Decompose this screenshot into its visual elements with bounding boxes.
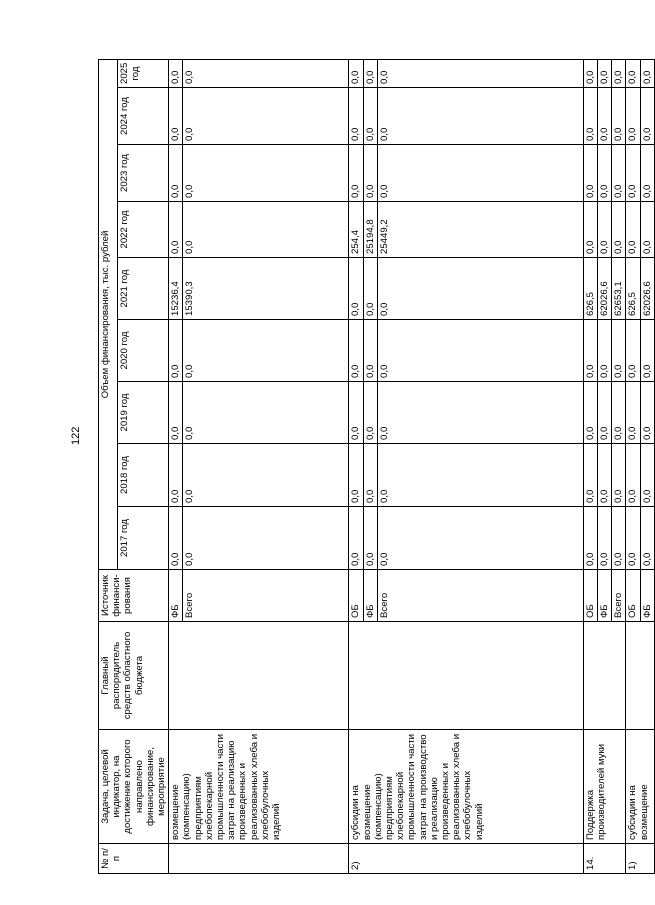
value-cell: 0,0 bbox=[377, 382, 583, 444]
value-cell: 0,0 bbox=[640, 202, 654, 258]
header-task: Задача, целевой индикатор, на достижение которого направлено финансирование, мероприятие bbox=[99, 730, 169, 844]
task-cell: возмещение (компенсацию) предприятиям хлебопекарной промышленности части затрат на реализацию произведенных и реализованных хлеба и хлебобулочных изделий bbox=[169, 730, 349, 844]
value-cell: 0,0 bbox=[626, 60, 640, 88]
value-cell: 0,0 bbox=[583, 60, 597, 88]
source-cell: ФБ bbox=[598, 570, 612, 622]
value-cell: 0,0 bbox=[363, 145, 377, 202]
header-year: 2020 год bbox=[118, 320, 169, 382]
source-cell: Всего bbox=[183, 570, 349, 622]
value-cell: 0,0 bbox=[183, 382, 349, 444]
value-cell: 0,0 bbox=[598, 202, 612, 258]
value-cell: 0,0 bbox=[598, 382, 612, 444]
value-cell: 0,0 bbox=[626, 507, 640, 570]
value-cell: 62026,6 bbox=[640, 258, 654, 320]
financing-table bbox=[98, 59, 655, 874]
header-source: Источник финанси-рования bbox=[99, 570, 169, 622]
value-cell: 0,0 bbox=[169, 145, 183, 202]
value-cell: 0,0 bbox=[583, 382, 597, 444]
table-body bbox=[169, 60, 655, 874]
value-cell: 0,0 bbox=[349, 507, 363, 570]
header-year: 2023 год bbox=[118, 145, 169, 202]
value-cell: 0,0 bbox=[169, 507, 183, 570]
value-cell: 0,0 bbox=[583, 88, 597, 145]
value-cell: 0,0 bbox=[626, 88, 640, 145]
source-cell: ОБ bbox=[349, 570, 363, 622]
value-cell: 0,0 bbox=[612, 507, 626, 570]
value-cell: 0,0 bbox=[363, 507, 377, 570]
value-cell: 0,0 bbox=[169, 88, 183, 145]
value-cell: 25194,8 bbox=[363, 202, 377, 258]
value-cell: 0,0 bbox=[363, 60, 377, 88]
header-year: 2018 год bbox=[118, 444, 169, 507]
value-cell: 0,0 bbox=[363, 444, 377, 507]
value-cell: 0,0 bbox=[363, 258, 377, 320]
header-year: 2017 год bbox=[118, 507, 169, 570]
value-cell: 0,0 bbox=[377, 320, 583, 382]
value-cell: 0,0 bbox=[377, 258, 583, 320]
rotated-page bbox=[98, 60, 653, 874]
header-year: 2021 год bbox=[118, 258, 169, 320]
value-cell: 0,0 bbox=[612, 444, 626, 507]
value-cell: 0,0 bbox=[363, 320, 377, 382]
value-cell: 0,0 bbox=[349, 320, 363, 382]
source-cell: Всего bbox=[612, 570, 626, 622]
value-cell: 62653,1 bbox=[612, 258, 626, 320]
admin-cell bbox=[626, 622, 654, 730]
value-cell: 0,0 bbox=[583, 145, 597, 202]
task-cell: субсидии на возмещение (компенсацию) предприятиям хлебопекарной промышленности части затрат на производство и реализацию произведенных и реализованных хлеба и хлебобулочных изделий bbox=[349, 730, 583, 844]
value-cell: 0,0 bbox=[598, 145, 612, 202]
table-row bbox=[349, 60, 363, 874]
value-cell: 0,0 bbox=[626, 202, 640, 258]
value-cell: 0,0 bbox=[640, 320, 654, 382]
value-cell: 0,0 bbox=[640, 507, 654, 570]
header-year: 2022 год bbox=[118, 202, 169, 258]
value-cell: 0,0 bbox=[612, 88, 626, 145]
table-row bbox=[583, 60, 597, 874]
value-cell: 0,0 bbox=[598, 444, 612, 507]
value-cell: 626,5 bbox=[626, 258, 640, 320]
admin-cell bbox=[349, 622, 583, 730]
value-cell: 626,5 bbox=[583, 258, 597, 320]
source-cell: Всего bbox=[377, 570, 583, 622]
value-cell: 0,0 bbox=[363, 88, 377, 145]
value-cell: 0,0 bbox=[583, 320, 597, 382]
value-cell: 0,0 bbox=[183, 60, 349, 88]
value-cell: 0,0 bbox=[612, 320, 626, 382]
value-cell: 0,0 bbox=[169, 444, 183, 507]
value-cell: 62026,6 bbox=[598, 258, 612, 320]
value-cell: 0,0 bbox=[183, 507, 349, 570]
value-cell: 0,0 bbox=[183, 202, 349, 258]
value-cell: 0,0 bbox=[349, 382, 363, 444]
row-number bbox=[169, 844, 349, 874]
value-cell: 0,0 bbox=[169, 382, 183, 444]
source-cell: ОБ bbox=[626, 570, 640, 622]
value-cell: 0,0 bbox=[183, 320, 349, 382]
value-cell: 0,0 bbox=[612, 60, 626, 88]
value-cell: 0,0 bbox=[377, 88, 583, 145]
header-num: № п/п bbox=[99, 844, 169, 874]
value-cell: 0,0 bbox=[183, 145, 349, 202]
value-cell: 0,0 bbox=[598, 507, 612, 570]
admin-cell bbox=[169, 622, 349, 730]
value-cell: 0,0 bbox=[640, 382, 654, 444]
table-row bbox=[169, 60, 183, 874]
value-cell: 254,4 bbox=[349, 202, 363, 258]
value-cell: 0,0 bbox=[626, 382, 640, 444]
value-cell: 0,0 bbox=[583, 507, 597, 570]
value-cell: 0,0 bbox=[377, 507, 583, 570]
header-row-1 bbox=[99, 60, 118, 874]
value-cell: 0,0 bbox=[583, 444, 597, 507]
row-number: 1) bbox=[626, 844, 654, 874]
value-cell: 0,0 bbox=[598, 88, 612, 145]
value-cell: 0,0 bbox=[377, 145, 583, 202]
value-cell: 0,0 bbox=[612, 145, 626, 202]
header-year: 2024 год bbox=[118, 88, 169, 145]
value-cell: 0,0 bbox=[183, 88, 349, 145]
value-cell: 0,0 bbox=[612, 202, 626, 258]
value-cell: 0,0 bbox=[612, 382, 626, 444]
value-cell: 0,0 bbox=[349, 258, 363, 320]
value-cell: 0,0 bbox=[363, 382, 377, 444]
task-cell: субсидии на возмещение bbox=[626, 730, 654, 844]
source-cell: ФБ bbox=[640, 570, 654, 622]
row-number: 14. bbox=[583, 844, 626, 874]
header-year: 2019 год bbox=[118, 382, 169, 444]
value-cell: 0,0 bbox=[598, 60, 612, 88]
value-cell: 0,0 bbox=[169, 202, 183, 258]
value-cell: 0,0 bbox=[169, 60, 183, 88]
value-cell: 25449,2 bbox=[377, 202, 583, 258]
value-cell: 0,0 bbox=[583, 202, 597, 258]
value-cell: 0,0 bbox=[349, 88, 363, 145]
value-cell: 0,0 bbox=[183, 444, 349, 507]
source-cell: ФБ bbox=[363, 570, 377, 622]
value-cell: 0,0 bbox=[349, 60, 363, 88]
value-cell: 0,0 bbox=[377, 444, 583, 507]
admin-cell bbox=[583, 622, 626, 730]
value-cell: 0,0 bbox=[640, 444, 654, 507]
header-year: 2025 год bbox=[118, 60, 169, 88]
header-admin: Главный распорядитель средств областного бюджета bbox=[99, 622, 169, 730]
header-volume: Объем финансирования, тыс. рублей bbox=[99, 60, 118, 570]
value-cell: 0,0 bbox=[169, 320, 183, 382]
value-cell: 0,0 bbox=[626, 444, 640, 507]
value-cell: 0,0 bbox=[626, 145, 640, 202]
value-cell: 0,0 bbox=[349, 444, 363, 507]
value-cell: 0,0 bbox=[349, 145, 363, 202]
value-cell: 15390,3 bbox=[183, 258, 349, 320]
value-cell: 0,0 bbox=[640, 60, 654, 88]
value-cell: 0,0 bbox=[640, 88, 654, 145]
value-cell: 0,0 bbox=[626, 320, 640, 382]
value-cell: 0,0 bbox=[640, 145, 654, 202]
source-cell: ОБ bbox=[583, 570, 597, 622]
page-number: 122 bbox=[70, 426, 82, 445]
value-cell: 0,0 bbox=[598, 320, 612, 382]
row-number: 2) bbox=[349, 844, 583, 874]
table-row bbox=[626, 60, 640, 874]
value-cell: 0,0 bbox=[377, 60, 583, 88]
task-cell: Поддержка производителей муки bbox=[583, 730, 626, 844]
source-cell: ФБ bbox=[169, 570, 183, 622]
value-cell: 15236,4 bbox=[169, 258, 183, 320]
